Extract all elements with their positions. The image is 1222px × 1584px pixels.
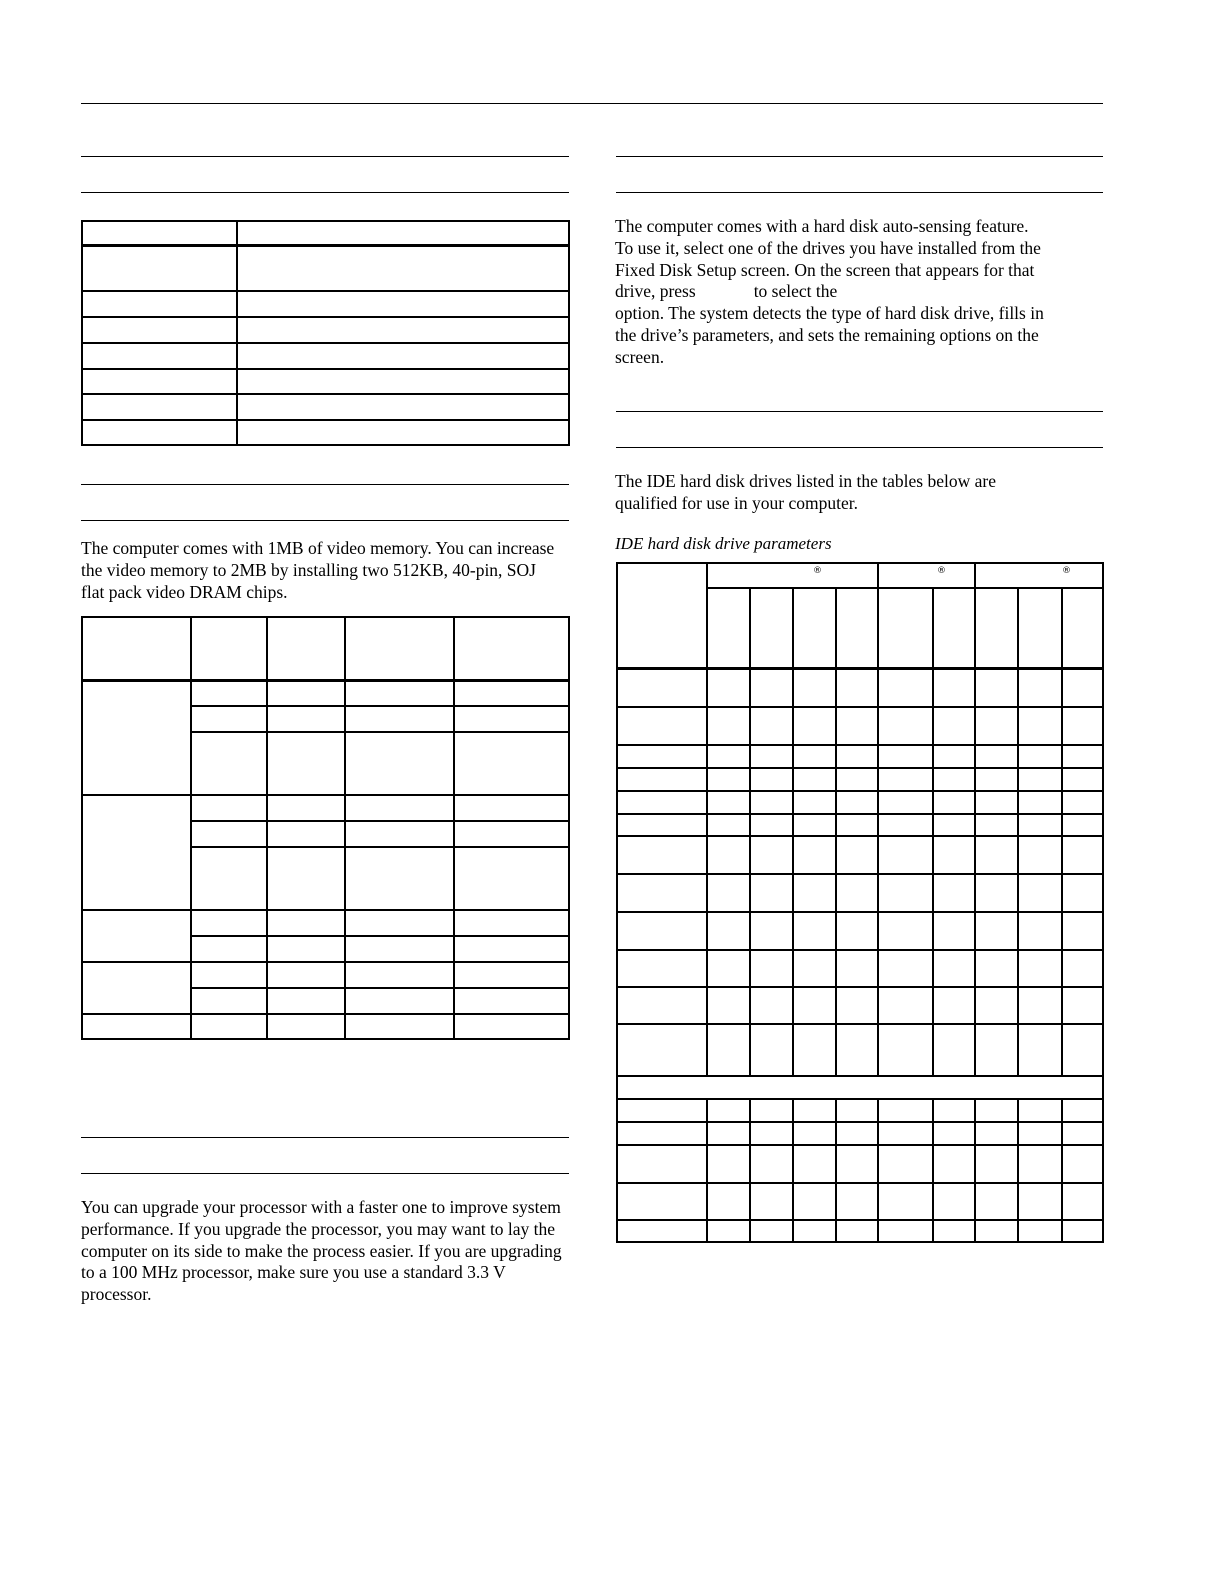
auto-sensing-line: Fixed Disk Setup screen. On the screen that appears for that [615,259,1035,280]
video-memory-paragraph: The computer comes with 1MB of video memory. You can increase the video memory to 2MB by installing two 512KB, 40-pin, SOJ flat pack video DRAM chips. [81,538,555,602]
auto-sensing-text: to select the [753,281,838,302]
auto-sensing-line: the drive’s parameters, and sets the remaining options on the [615,324,1039,345]
auto-sensing-line: option. The system detects the type of hard disk drive, fills in [615,303,1044,324]
auto-sensing-text: drive, press [615,281,696,302]
section-rule-bottom [81,192,569,193]
auto-sensing-line: The computer comes with a hard disk auto-sensing feature. [615,216,1029,236]
section-rule-bottom [616,447,1103,448]
auto-sensing-line: screen. [615,346,665,367]
section-rule-bottom [81,1173,569,1174]
registered-mark: ® [1062,566,1071,576]
auto-sensing-line: To use it, select one of the drives you have installed from the [615,237,1041,258]
ide-drives-paragraph: The IDE hard disk drives listed in the tables below are qualified for use in your computer. [615,471,997,513]
section-rule-top [81,156,569,157]
auto-sensing-line [615,281,1107,303]
registered-mark: ® [813,566,822,576]
registered-mark: ® [937,566,946,576]
video-memory-table [81,616,570,1040]
section-rule-bottom [81,520,569,521]
processor-paragraph: You can upgrade your processor with a faster one to improve system performance. If you upgrade the processor, you may want to lay the computer on its side to make the process easier. If you are upgrading to a 100 MHz processor, make sure you use a standard 3.3 V processor. [81,1197,562,1305]
spec-table [81,220,570,446]
section-rule-top [81,1137,569,1138]
page-header-rule [81,103,1103,104]
section-rule-bottom [616,192,1103,193]
section-rule-top [81,484,569,485]
ide-table-caption: IDE hard disk drive parameters [615,534,832,553]
section-rule-top [616,156,1103,157]
auto-sensing-paragraph [615,216,1107,369]
ide-parameters-table [616,562,1104,1243]
section-rule-top [616,411,1103,412]
